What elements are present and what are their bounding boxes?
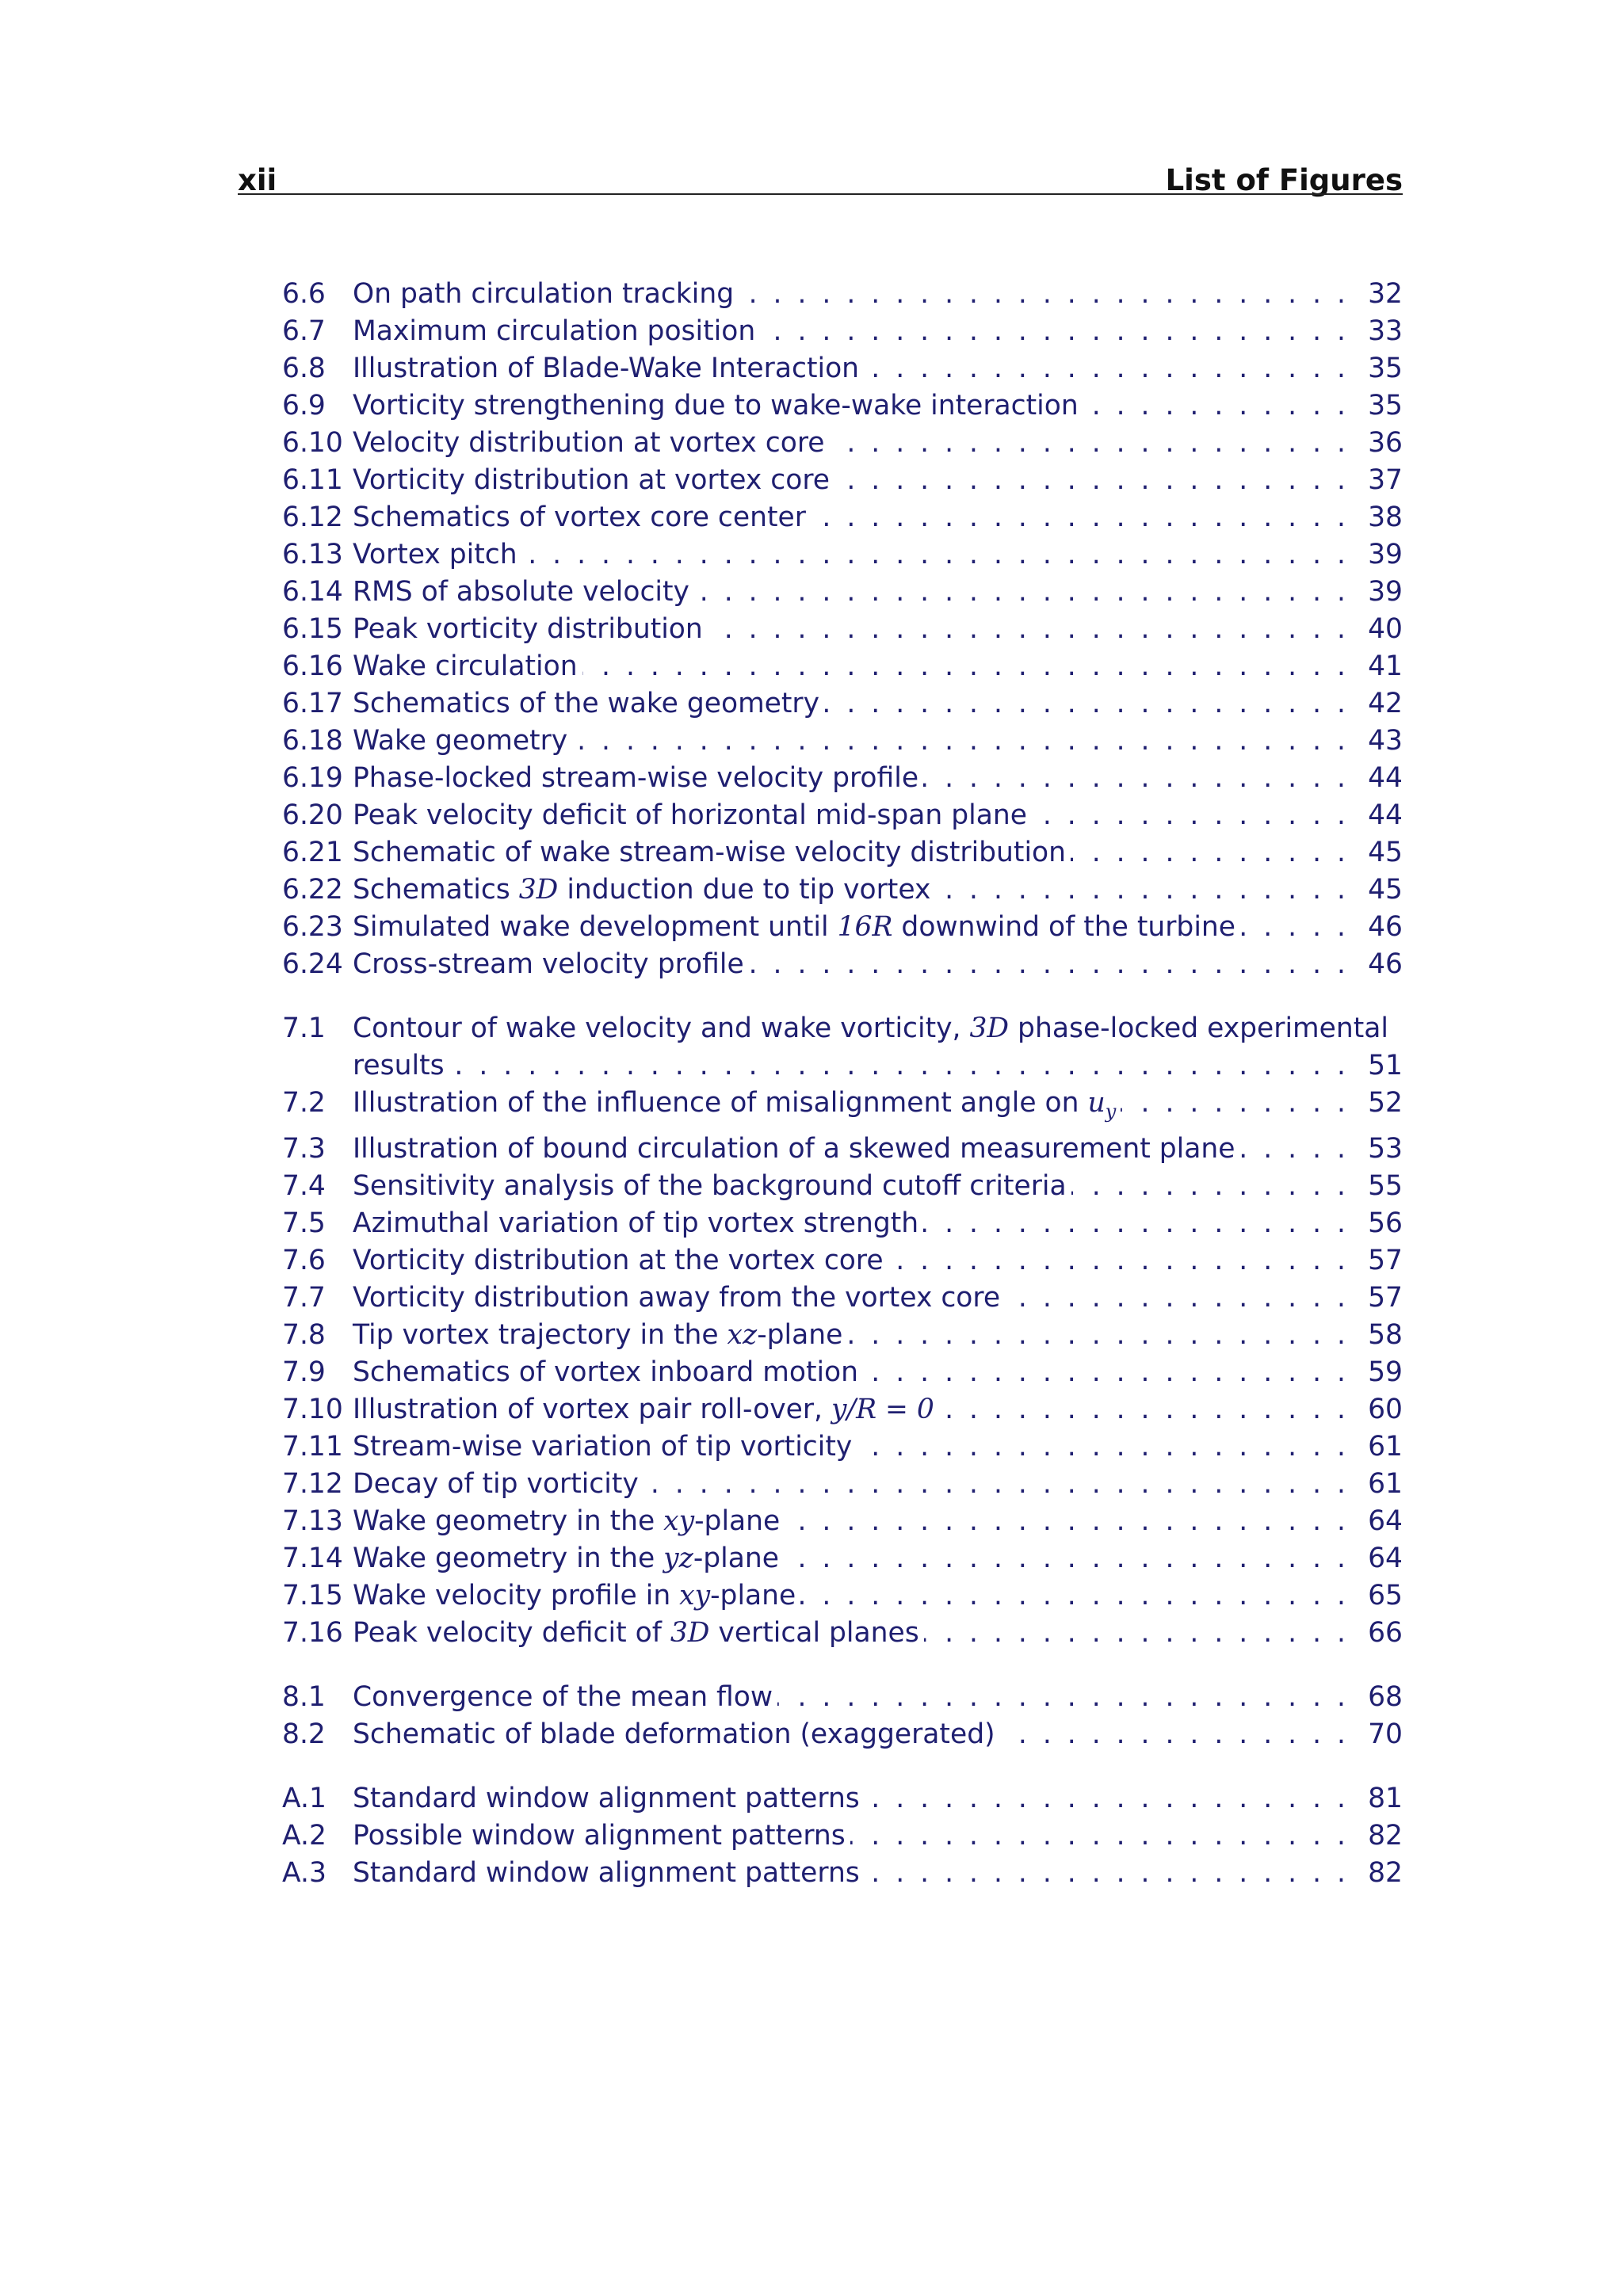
figure-title-text: Tip vortex trajectory in the [353,1318,727,1351]
leader-dots [811,499,1346,536]
leader-dots [572,723,1346,760]
figure-title-math: yz [663,1542,693,1574]
toc-entry[interactable] [282,1428,1403,1466]
figure-title: Wake circulation [353,650,578,682]
figure-title: Velocity distribution at vortex core [353,427,825,459]
figure-entry-body [282,871,1403,909]
leader-dots [888,1242,1346,1280]
figure-entry-body [282,1428,1403,1466]
figure-number: 7.15 [282,1579,343,1611]
page-number-ref: 38 [1368,502,1403,533]
figure-title: Possible window alignment patterns [353,1819,846,1852]
toc-entry[interactable] [282,1615,1403,1652]
figure-entry-body [282,1205,1403,1242]
figure-number: 7.16 [282,1616,343,1649]
figure-entry-body [282,276,1403,313]
figure-title-text: -plane [710,1579,796,1611]
figure-number: 6.15 [282,613,343,645]
toc-entry[interactable] [282,871,1403,909]
figure-entry-body [282,1391,1403,1428]
leader-dots [800,1577,1346,1615]
page-number-ref: 33 [1368,315,1403,347]
toc-entry[interactable] [282,387,1403,425]
toc-entry[interactable] [282,1855,1403,1892]
figure-title: Wake geometry [353,725,568,757]
figure-title-math: xy [679,1579,711,1611]
figure-title: Phase-locked stream-wise velocity profile [353,762,919,794]
toc-entry[interactable] [282,760,1403,797]
page-number-ref: 36 [1368,427,1403,459]
figure-title: Vorticity distribution at the vortex core [353,1244,884,1276]
page-number-ref: 64 [1368,1542,1403,1574]
figure-number: 8.2 [282,1718,326,1750]
figure-title [353,1615,924,1652]
figure-number: 6.19 [282,762,343,794]
figure-entry-body [282,1168,1403,1205]
toc-entry[interactable] [282,1540,1403,1577]
leader-dots [834,462,1346,499]
figure-title-text: phase-locked experimental [1009,1013,1389,1044]
page-number-ref: 39 [1368,576,1403,608]
page-number-ref: 44 [1368,799,1403,831]
leader-dots [829,425,1346,462]
figure-entry-body [282,723,1403,760]
figure-title: Peak velocity deficit of horizontal mid-span plane [353,799,1027,831]
leader-dots [924,1615,1346,1652]
figure-title: Vorticity distribution at vortex core [353,464,830,496]
leader-dots [708,611,1346,648]
figure-title: Vortex pitch [353,539,517,570]
toc-entry[interactable] [282,946,1403,983]
figure-title-text: Wake geometry in the [353,1505,664,1537]
figure-number: 7.1 [282,1013,326,1044]
leader-dots [923,1205,1346,1242]
toc-entry[interactable] [282,797,1403,834]
figure-number: 6.17 [282,688,343,719]
page-number-ref: 35 [1368,353,1403,384]
leader-dots [449,1047,1346,1085]
figure-entry-body [282,685,1403,723]
figure-title-math: 3D [518,874,559,906]
page-number-ref: 61 [1368,1467,1403,1500]
toc-entry[interactable] [282,313,1403,350]
page-number-ref: 59 [1368,1356,1403,1388]
leader-dots [1083,387,1346,425]
leader-dots [850,1817,1346,1855]
figure-number: 6.11 [282,464,343,496]
figure-number: 7.3 [282,1132,326,1165]
figure-number: 6.9 [282,390,326,421]
page-number-ref: 61 [1368,1430,1403,1463]
figure-title-text: Illustration of vortex pair roll-over, [353,1393,831,1425]
figure-title: Schematics of vortex core center [353,502,806,533]
figure-title [353,1503,785,1540]
figure-entry-body [282,1280,1403,1317]
toc-group [282,1679,1403,1753]
figure-entry-body [282,387,1403,425]
figure-number: 7.10 [282,1393,343,1425]
leader-dots [1005,1280,1346,1317]
page-number-ref: 68 [1368,1680,1403,1713]
figure-number: 6.10 [282,427,343,459]
figure-number: 7.6 [282,1244,326,1276]
toc-entry[interactable] [282,1391,1403,1428]
figure-number: 6.13 [282,539,343,570]
toc-entry[interactable] [282,1242,1403,1280]
leader-dots [694,574,1346,611]
page-number-ref: 46 [1368,948,1403,980]
leader-dots [863,1354,1346,1391]
page-number-ref: 51 [1368,1050,1403,1081]
leader-dots [923,760,1346,797]
figure-number: 6.14 [282,576,343,608]
toc-entry[interactable] [282,1280,1403,1317]
figure-number: A.1 [282,1782,327,1814]
figure-number: A.3 [282,1856,327,1889]
figure-title-math: 3D [670,1616,710,1649]
figure-title-line1 [282,1010,1403,1047]
figure-title-text: -plane [694,1505,781,1537]
leader-dots [522,536,1346,574]
figure-number: 7.13 [282,1505,343,1537]
figure-entry-body [282,574,1403,611]
figure-entry-body [282,1780,1403,1817]
page-number-ref: 82 [1368,1856,1403,1889]
figure-title: Illustration of bound circulation of a skewed measurement plane [353,1132,1235,1165]
leader-dots [643,1466,1346,1503]
figure-title-math: y/R = 0 [831,1393,934,1425]
leader-dots [749,946,1346,983]
figure-entry-body [282,1615,1403,1652]
toc-group [282,1010,1403,1652]
figure-title: Standard window alignment patterns [353,1782,860,1814]
toc-entry[interactable] [282,1466,1403,1503]
figure-title: Vorticity distribution away from the vortex core [353,1281,1001,1314]
toc-entry[interactable] [282,1085,1403,1131]
figure-title: RMS of absolute velocity [353,576,689,608]
figure-title: Decay of tip vorticity [353,1467,639,1500]
page-number-ref: 58 [1368,1318,1403,1351]
page-number-ref: 39 [1368,539,1403,570]
toc-entry[interactable] [282,425,1403,462]
toc-entry[interactable] [282,1131,1403,1168]
figure-title-text: -plane [693,1542,779,1574]
figure-number: 6.18 [282,725,343,757]
leader-dots [935,871,1346,909]
toc-entry[interactable] [282,276,1403,313]
figure-title-math: 16R [837,911,893,943]
figure-entry-body [282,909,1403,946]
figure-number: 6.8 [282,353,326,384]
page-number-ref: 45 [1368,837,1403,868]
leader-dots [864,350,1346,387]
page-number-ref: 43 [1368,725,1403,757]
toc-entry[interactable] [282,611,1403,648]
toc-entry[interactable] [282,462,1403,499]
leader-dots [777,1679,1346,1716]
page-number-ref: 65 [1368,1579,1403,1611]
page-number-ref: 35 [1368,390,1403,421]
figure-title-subscript: y [1105,1100,1117,1123]
figure-title-text: Peak velocity deficit of [353,1616,670,1649]
figure-entry-body [282,946,1403,983]
figure-title-text: Wake geometry in the [353,1542,664,1574]
figure-number: 7.2 [282,1087,326,1119]
page-number-ref: 46 [1368,911,1403,943]
toc-entry[interactable] [282,1168,1403,1205]
figure-entry-body [282,760,1403,797]
figure-title [353,1391,939,1428]
leader-dots [582,648,1346,685]
figure-number: 6.23 [282,911,343,943]
figure-entry-body [282,499,1403,536]
figure-title-text: downwind of the turbine [892,911,1236,943]
toc-entry[interactable] [282,1780,1403,1817]
leader-dots [739,276,1346,313]
page-number-ref: 66 [1368,1616,1403,1649]
leader-dots [1000,1716,1346,1753]
figure-title: Peak vorticity distribution [353,613,703,645]
figure-number: 6.12 [282,502,343,533]
page-number-ref: 64 [1368,1505,1403,1537]
figure-title-text: Contour of wake velocity and wake vorticity, [353,1013,970,1044]
figure-title-math: xz [727,1318,758,1351]
figure-number: 7.11 [282,1430,343,1463]
figure-title [353,1317,847,1354]
figure-number: 7.8 [282,1318,326,1351]
page-number-ref: 52 [1368,1087,1403,1119]
toc-group [282,276,1403,983]
figure-title: Convergence of the mean flow [353,1680,773,1713]
figure-title: Azimuthal variation of tip vortex strength [353,1207,919,1239]
figure-title: Schematics of the wake geometry [353,688,820,719]
figure-number: 6.6 [282,278,326,310]
figure-title: Schematic of wake stream-wise velocity distribution [353,837,1066,868]
figure-title-text: induction due to tip vortex [558,874,931,906]
page-number-ref: 57 [1368,1281,1403,1314]
figure-title-text: vertical planes [709,1616,919,1649]
leader-dots [1071,834,1346,871]
figure-entry-body [282,1085,1403,1131]
figure-title [353,1540,784,1577]
figure-number: 7.5 [282,1207,326,1239]
figure-entry-body [282,611,1403,648]
toc-entry[interactable] [282,1010,1403,1085]
toc-entry[interactable] [282,648,1403,685]
leader-dots [1032,797,1346,834]
figure-number: 6.22 [282,874,343,906]
toc-entry[interactable] [282,834,1403,871]
toc-entry[interactable] [282,1577,1403,1615]
figure-entry-body [282,1317,1403,1354]
figure-title [353,1085,1121,1131]
figure-title [353,871,935,909]
figure-title: Sensitivity analysis of the background cutoff criteria [353,1169,1067,1202]
page-number-ref: 53 [1368,1132,1403,1165]
figure-entry-body [282,1577,1403,1615]
figure-entry-body [282,1540,1403,1577]
figure-entry-body [282,1131,1403,1168]
leader-dots [865,1780,1346,1817]
figure-title: Schematic of blade deformation (exaggerated) [353,1718,995,1750]
figure-number: 6.21 [282,837,343,868]
page-number-ref: 41 [1368,650,1403,682]
leader-dots [1071,1168,1346,1205]
figure-title: Illustration of Blade-Wake Interaction [353,353,860,384]
page-number-ref: 42 [1368,688,1403,719]
figure-title: On path circulation tracking [353,278,735,310]
figure-entry-body [282,1679,1403,1716]
page-header [238,155,1403,195]
figure-number: 7.14 [282,1542,343,1574]
figure-entry-body [282,313,1403,350]
figure-title: results [353,1050,445,1081]
figure-number: 6.20 [282,799,343,831]
figure-entry-body [282,462,1403,499]
figure-title-text: Wake velocity profile in [353,1579,680,1611]
figure-title-text: -plane [757,1318,843,1351]
leader-dots [847,1317,1346,1354]
toc-entry[interactable] [282,1503,1403,1540]
figure-title-text: Illustration of the influence of misalignment angle on [353,1087,1088,1119]
toc-entry[interactable] [282,723,1403,760]
leader-dots [1121,1085,1346,1122]
figure-title: Schematics of vortex inboard motion [353,1356,859,1388]
leader-dots [865,1855,1346,1892]
list-of-figures [282,276,1403,1892]
toc-entry[interactable] [282,350,1403,387]
figure-number: A.2 [282,1819,327,1852]
figure-entry-body [282,1503,1403,1540]
figure-number: 7.9 [282,1356,326,1388]
figure-entry-body [282,1855,1403,1892]
leader-dots [939,1391,1346,1428]
figure-title: Maximum circulation position [353,315,756,347]
toc-entry[interactable] [282,499,1403,536]
figure-number: 7.12 [282,1467,343,1500]
page-number-ref: 32 [1368,278,1403,310]
leader-dots [784,1540,1346,1577]
figure-entry-body [282,834,1403,871]
figure-title: Vorticity strengthening due to wake-wake interaction [353,390,1079,421]
toc-entry[interactable] [282,1354,1403,1391]
page-number-ref: 56 [1368,1207,1403,1239]
figure-number: 7.4 [282,1169,326,1202]
figure-title [353,1577,800,1615]
figure-number: 6.16 [282,650,343,682]
leader-dots [760,313,1346,350]
page-number: xii [238,163,277,197]
figure-number: 6.7 [282,315,326,347]
figure-number: 6.24 [282,948,343,980]
figure-title: Cross-stream velocity profile [353,948,744,980]
leader-dots [857,1428,1346,1466]
page-number-ref: 57 [1368,1244,1403,1276]
toc-entry[interactable] [282,536,1403,574]
figure-entry-body [282,425,1403,462]
figure-entry-body [282,797,1403,834]
page-number-ref: 60 [1368,1393,1403,1425]
figure-number: 8.1 [282,1680,326,1713]
figure-entry-body [282,350,1403,387]
page-number-ref: 37 [1368,464,1403,496]
figure-title-math: 3D [969,1013,1010,1044]
header-rule [238,193,1403,195]
figure-entry-body [282,1817,1403,1855]
leader-dots [1239,1131,1346,1168]
page-number-ref: 70 [1368,1718,1403,1750]
toc-group [282,1780,1403,1892]
toc-entry[interactable] [282,1205,1403,1242]
leader-dots [824,685,1346,723]
figure-title-math: u [1087,1087,1106,1119]
page-number-ref: 81 [1368,1782,1403,1814]
figure-entry-body [282,648,1403,685]
figure-title-math: xy [663,1505,695,1537]
figure-title: Standard window alignment patterns [353,1856,860,1889]
figure-entry-body [282,1047,1403,1085]
page-number-ref: 40 [1368,613,1403,645]
figure-number: 7.7 [282,1281,326,1314]
figure-title: Stream-wise variation of tip vorticity [353,1430,853,1463]
page-number-ref: 44 [1368,762,1403,794]
figure-title [353,909,1240,946]
page-number-ref: 82 [1368,1819,1403,1852]
toc-entry[interactable] [282,1817,1403,1855]
section-title: List of Figures [1165,163,1403,197]
toc-entry[interactable] [282,574,1403,611]
toc-entry[interactable] [282,1679,1403,1716]
toc-entry[interactable] [282,1716,1403,1753]
figure-title-text: Schematics [353,874,519,906]
figure-entry-body [282,1354,1403,1391]
figure-entry-body [282,1242,1403,1280]
toc-entry[interactable] [282,1317,1403,1354]
toc-entry[interactable] [282,909,1403,946]
page-number-ref: 55 [1368,1169,1403,1202]
figure-entry-body [282,1716,1403,1753]
toc-entry[interactable] [282,685,1403,723]
leader-dots [785,1503,1346,1540]
leader-dots [1240,909,1346,946]
figure-entry-body [282,1466,1403,1503]
figure-entry-body [282,536,1403,574]
figure-title-text: Simulated wake development until [353,911,838,943]
page-number-ref: 45 [1368,874,1403,906]
